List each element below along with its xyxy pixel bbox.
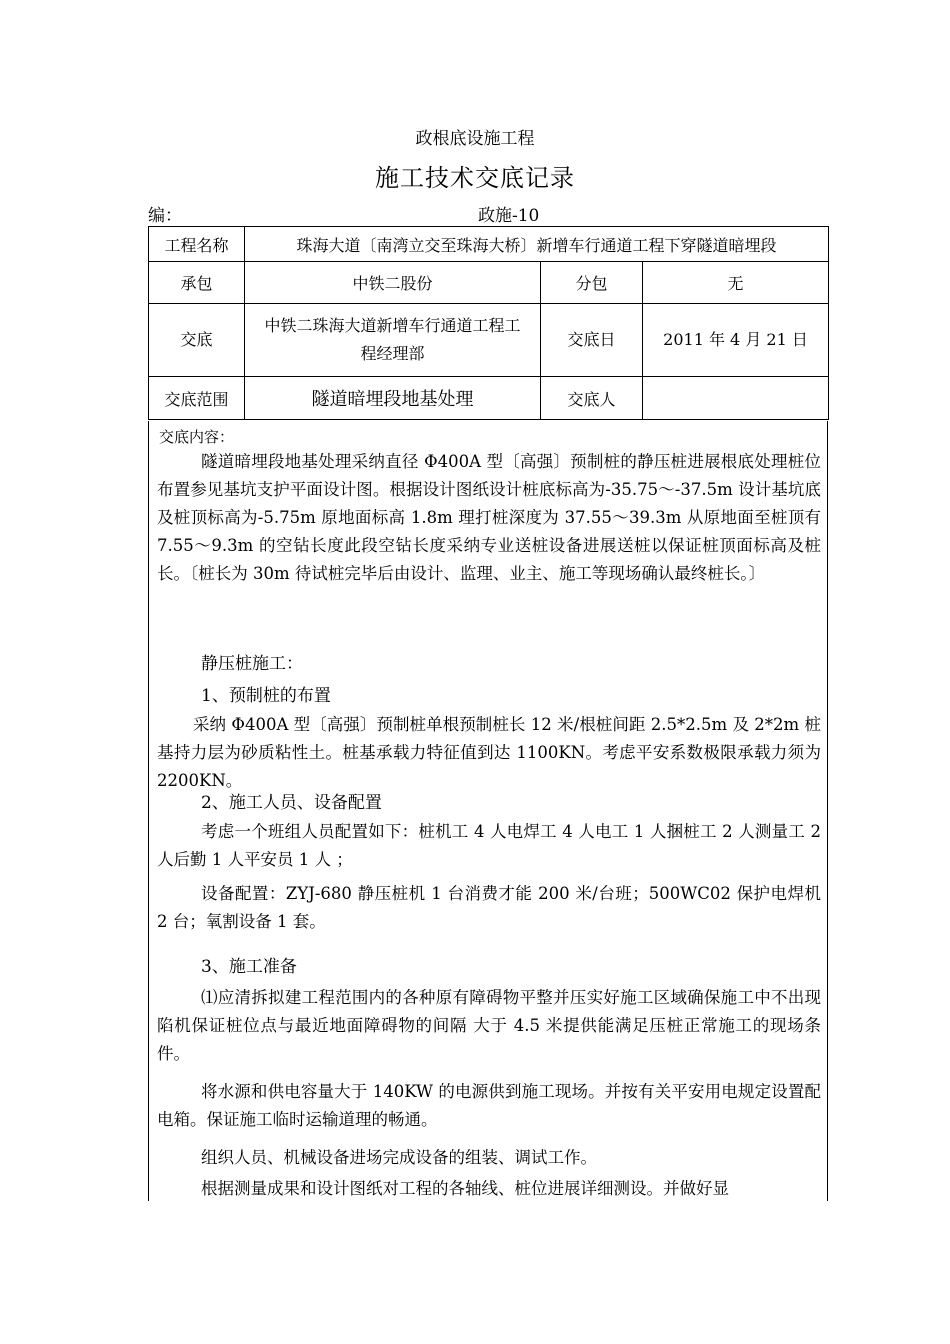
document-code: 政施-10: [478, 206, 540, 226]
content-section: [148, 421, 828, 1201]
handover-date-label: 交底日: [541, 304, 643, 377]
handover-label: 交底: [149, 304, 245, 377]
paragraph-power: 将水源和供电容量大于 140KW 的电源供到施工现场。并按有关平安用电规定设置配电箱。保证施工临时运输道理的畅通。: [157, 1082, 821, 1129]
paragraph-survey: 根据测量成果和设计图纸对工程的各轴线、桩位进展详细测设。并做好显: [201, 1179, 729, 1198]
project-name-label: 工程名称: [149, 227, 245, 262]
serial-label: 编：: [148, 206, 182, 226]
content-label: 交底内容：: [159, 428, 235, 446]
paragraph-pile-layout: 采纳 Φ400A 型〔高强〕预制桩单根预制桩长 12 米/根桩间距 2.5*2.5m 及 2*2m 桩基持力层为砂质粘性土。桩基承载力特征值到达 1100KN。考虑平安系数极限承载力须为 2200KN。: [157, 715, 821, 790]
scope-label: 交底范围: [149, 377, 245, 420]
subcontract-label: 分包: [541, 262, 643, 304]
heading-static-pile: 静压桩施工：: [201, 654, 303, 674]
project-name-value: 珠海大道〔南湾立交至珠海大桥〕新增车行通道工程下穿隧道暗埋段: [245, 227, 829, 262]
subcontract-value: 无: [643, 262, 829, 304]
paragraph-clearing: ⑴应清拆拟建工程范围内的各种原有障碍物平整并压实好施工区域确保施工中不出现陷机保证桩位点与最近地面障碍物的间隔 大于 4.5 米提供能满足压桩正常施工的现场条件。: [157, 988, 821, 1063]
table-row: [149, 377, 829, 420]
contractor-value: 中铁二股份: [245, 262, 541, 304]
table-row: [149, 304, 829, 377]
page-title: 施工技术交底记录: [375, 164, 575, 192]
table-row: [149, 262, 829, 304]
heading-staff: 2、施工人员、设备配置: [201, 793, 382, 813]
scope-value: 隧道暗埋段地基处理: [245, 377, 541, 420]
paragraph-equipment: 设备配置：ZYJ-680 静压桩机 1 台消费才能 200 米/台班；500WC02 保护电焊机 2 台；氧割设备 1 套。: [157, 884, 821, 931]
handover-person-label: 交底人: [541, 377, 643, 420]
paragraph-staff: 考虑一个班组人员配置如下：桩机工 4 人电焊工 4 人电工 1 人捆桩工 2 人测量工 2 人后勤 1 人平安员 1 人 ；: [157, 822, 821, 869]
page-subtitle: 政根底设施工程: [415, 129, 535, 149]
handover-date-value: 2011 年 4 月 21 日: [643, 304, 829, 377]
heading-pile-layout: 1、预制桩的布置: [201, 686, 331, 706]
info-table: [148, 226, 829, 420]
table-row: [149, 227, 829, 262]
contractor-label: 承包: [149, 262, 245, 304]
handover-person-value: [643, 377, 829, 420]
handover-value-line1: 中铁二珠海大道新增车行通道工程工: [264, 316, 521, 335]
paragraph-foundation: 隧道暗埋段地基处理采纳直径 Φ400A 型〔高强〕预制桩的静压桩进展根底处理桩位布置参见基坑支护平面设计图。根据设计图纸设计桩底标高为-35.75～-37.5m 设计基坑底及桩顶标高为-5.75m 原地面标高 1.8m 理打桩深度为 37.55～39.3m 从原地面至桩顶有 7.55～9.3m 的空钻长度此段空钻长度采纳专业送桩设备进展送桩以保证桩顶面标高及桩长。〔桩长为 30m 待试桩完毕后由设计、监理、业主、施工等现场确认最终桩长。〕: [157, 452, 821, 583]
paragraph-equipment-setup: 组织人员、机械设备进场完成设备的组装、调试工作。: [201, 1148, 597, 1167]
handover-value: [245, 304, 541, 377]
heading-preparation: 3、施工准备: [201, 957, 297, 977]
handover-value-line2: 程经理部: [360, 344, 425, 363]
